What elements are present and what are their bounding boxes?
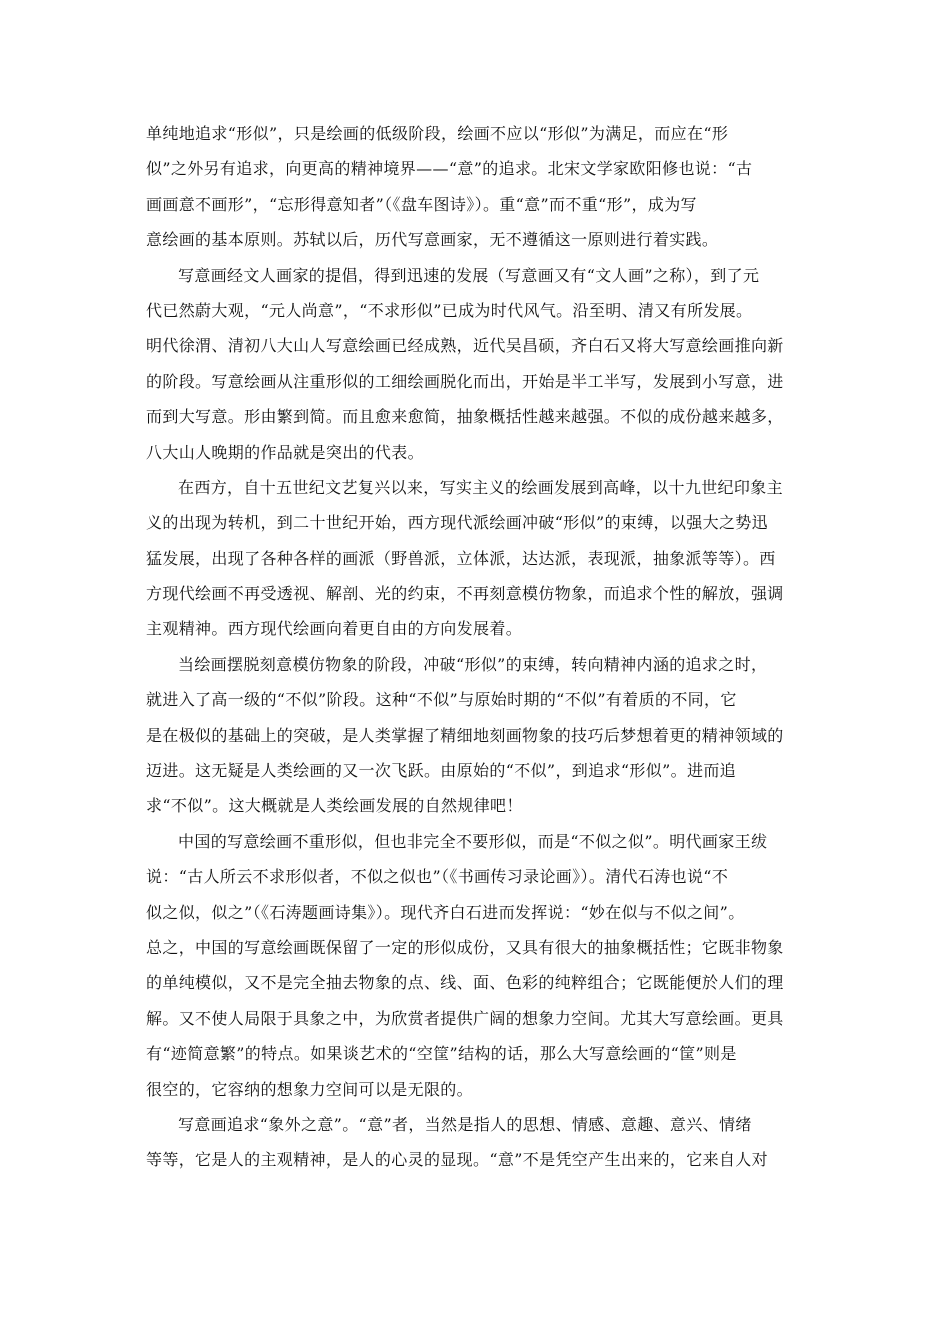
paragraph-line: 迈进。这无疑是人类绘画的又一次飞跃。由原始的“不似”，到追求“形似”。进而追 xyxy=(146,761,737,781)
paragraph-first-line: 写意画经文人画家的提倡，得到迅速的发展（写意画又有“文人画”之称），到了元 xyxy=(178,265,760,285)
paragraph-line: 是在极似的基础上的突破，是人类掌握了精细地刻画物象的技巧后梦想着更的精神领域的 xyxy=(146,725,784,745)
paragraph-line: 猛发展，出现了各种各样的画派（野兽派，立体派，达达派，表现派，抽象派等等）。西 xyxy=(146,548,776,568)
paragraph-first-line: 中国的写意绘画不重形似，但也非完全不要形似，而是“不似之似”。明代画家王绂 xyxy=(178,831,768,851)
article-body xyxy=(146,116,810,1178)
paragraph-line: 等等，它是人的主观精神，是人的心灵的显现。“意”不是凭空产生出来的，它来自人对 xyxy=(146,1150,769,1170)
paragraph-line: 代已然蔚大观，“元人尚意”，“不求形似”已成为时代风气。沿至明、清又有所发展。 xyxy=(146,300,753,320)
paragraph-line: 主观精神。西方现代绘画向着更自由的方向发展着。 xyxy=(146,619,523,639)
paragraph-line: 似”之外另有追求，向更高的精神境界——“意”的追求。北宋文学家欧阳修也说：“古 xyxy=(146,159,753,179)
paragraph-line: 似之似，似之”（《石涛题画诗集》）。现代齐白石进而发挥说：“妙在似与不似之间”。 xyxy=(146,902,745,922)
paragraph-line: 画画意不画形”，“忘形得意知者”（《盘车图诗》）。重“意”而不重“形”，成为写 xyxy=(146,194,697,214)
paragraph-first-line: 当绘画摆脱刻意模仿物象的阶段，冲破“形似”的束缚，转向精神内涵的追求之时， xyxy=(178,654,768,674)
paragraph-line: 总之，中国的写意绘画既保留了一定的形似成份，又具有很大的抽象概括性；它既非物象 xyxy=(146,937,784,957)
paragraph-line: 解。又不使人局限于具象之中，为欣赏者提供广阔的想象力空间。尤其大写意绘画。更具 xyxy=(146,1008,784,1028)
paragraph-line: 求“不似”。这大概就是人类绘画发展的自然规律吧！ xyxy=(146,796,523,816)
paragraph-line: 说：“古人所云不求形似者，不似之似也”（《书画传习录论画》）。清代石涛也说“不 xyxy=(146,867,729,887)
paragraph-first-line: 写意画追求“象外之意”。“意”者，当然是指人的思想、情感、意趣、意兴、情绪 xyxy=(178,1114,752,1134)
paragraph-line: 义的出现为转机，到二十世纪开始，西方现代派绘画冲破“形似”的束缚，以强大之势迅 xyxy=(146,513,769,533)
paragraph-line: 方现代绘画不再受透视、解剖、光的约束，不再刻意模仿物象，而追求个性的解放，强调 xyxy=(146,584,784,604)
paragraph-first-line: 在西方，自十五世纪文艺复兴以来，写实主义的绘画发展到高峰，以十九世纪印象主 xyxy=(178,477,783,497)
paragraph-line: 明代徐渭、清初八大山人写意绘画已经成熟，近代吴昌硕，齐白石又将大写意绘画推向新 xyxy=(146,336,784,356)
paragraph-line: 很空的，它容纳的想象力空间可以是无限的。 xyxy=(146,1079,474,1099)
paragraph-line: 的单纯模似，又不是完全抽去物象的点、线、面、色彩的纯粹组合；它既能便於人们的理 xyxy=(146,973,784,993)
paragraph-line: 有“迹简意繁”的特点。如果谈艺术的“空筐”结构的话，那么大写意绘画的“筐”则是 xyxy=(146,1044,737,1064)
paragraph-line: 八大山人晚期的作品就是突出的代表。 xyxy=(146,442,424,462)
paragraph-line: 而到大写意。形由繁到简。而且愈来愈简，抽象概括性越来越强。不似的成份越来越多， xyxy=(146,407,784,427)
paragraph-line: 单纯地追求“形似”，只是绘画的低级阶段，绘画不应以“形似”为满足，而应在“形 xyxy=(146,124,729,143)
paragraph-line: 就进入了高一级的“不似”阶段。这种“不似”与原始时期的“不似”有着质的不同，它 xyxy=(146,690,737,710)
paragraph-line: 意绘画的基本原则。苏轼以后，历代写意画家，无不遵循这一原则进行着实践。 xyxy=(146,230,719,250)
paragraph-line: 的阶段。写意绘画从注重形似的工细绘画脱化而出，开始是半工半写，发展到小写意，进 xyxy=(146,371,784,391)
